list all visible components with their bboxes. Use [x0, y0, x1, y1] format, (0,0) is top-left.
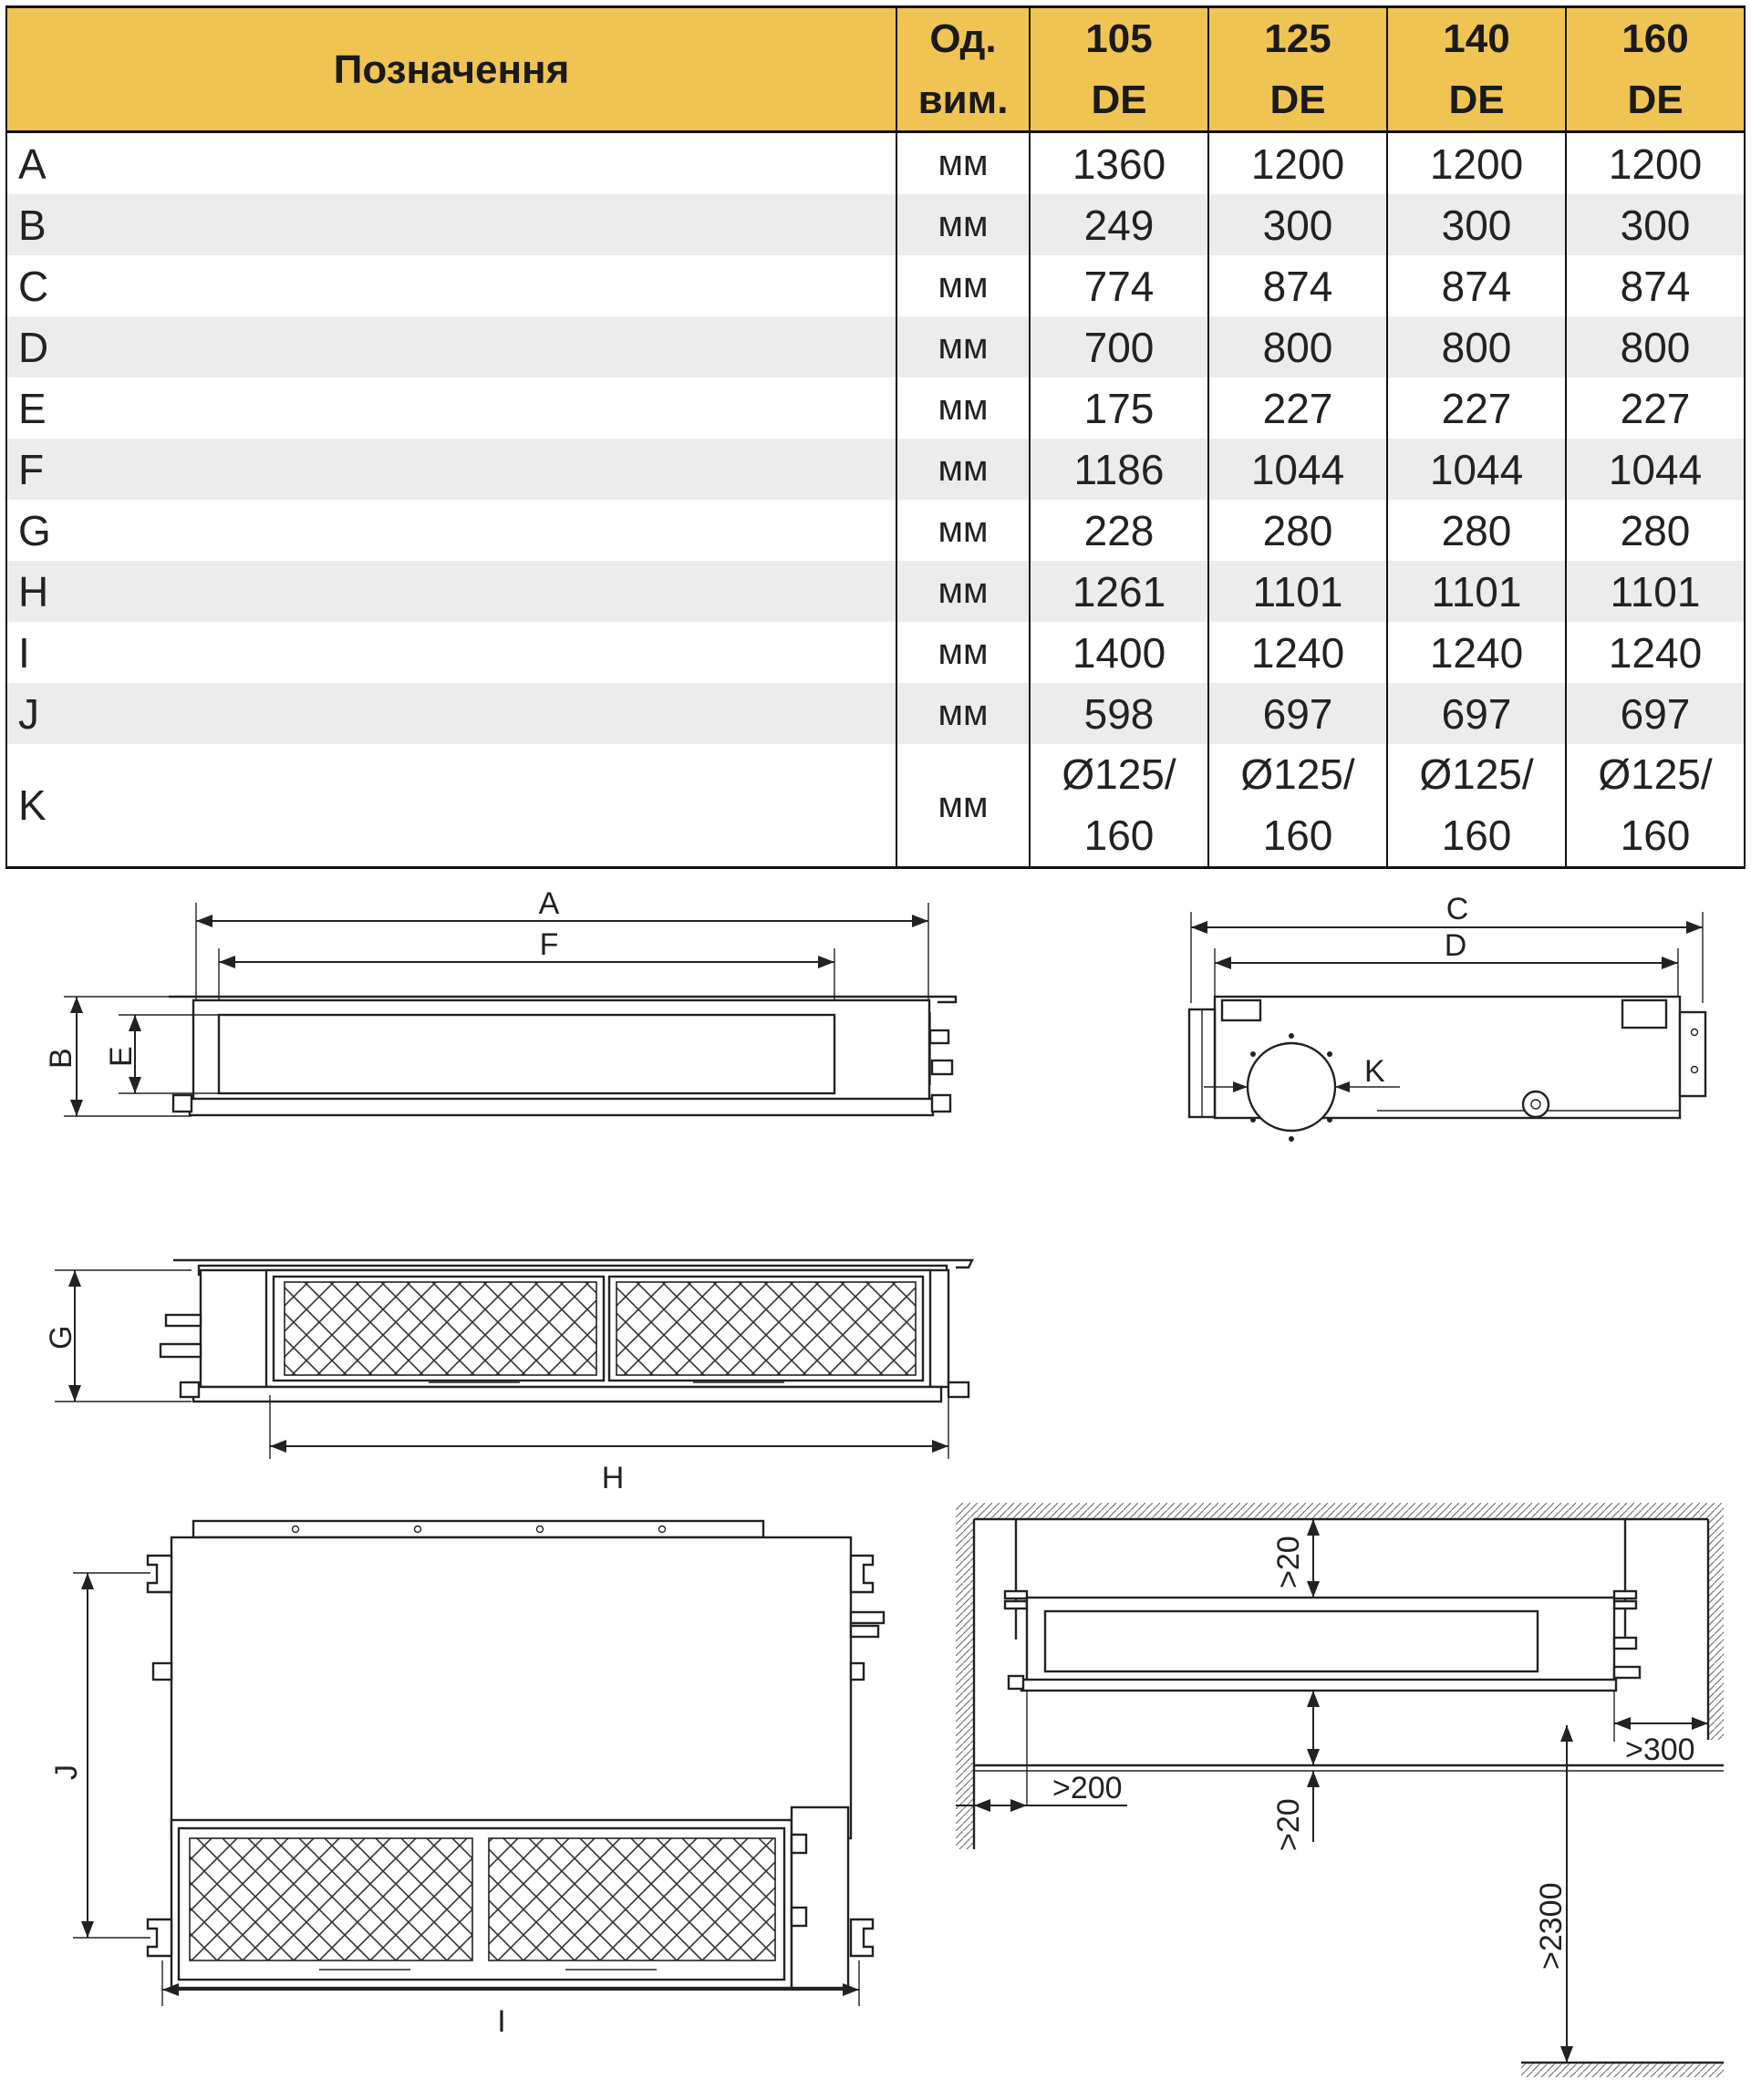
value-cell: 774 — [1030, 255, 1208, 316]
header-unit — [896, 7, 1030, 132]
param-cell: C — [6, 255, 896, 316]
value-cell: 1101 — [1208, 561, 1387, 622]
value-cell: 1186 — [1030, 439, 1208, 500]
value-cell: 280 — [1208, 500, 1387, 561]
unit-cell: мм — [896, 744, 1030, 868]
value-cell: 697 — [1566, 683, 1745, 744]
value-cell: 874 — [1208, 255, 1387, 316]
header-model-line1: 140 — [1443, 16, 1510, 61]
unit-cell: мм — [896, 132, 1030, 195]
header-model-line1: 125 — [1264, 16, 1331, 61]
value-line1: Ø125/ — [1419, 750, 1534, 798]
unit-cell: мм — [896, 378, 1030, 439]
value-cell: 1044 — [1208, 439, 1387, 500]
param-cell: D — [6, 316, 896, 378]
gap-label-bottom: >20 — [1271, 1798, 1306, 1851]
value-cell: 1240 — [1387, 622, 1566, 683]
dim-label-i: I — [497, 2004, 506, 2039]
param-cell: H — [6, 561, 896, 622]
value-cell: 697 — [1387, 683, 1566, 744]
unit-cell: мм — [896, 622, 1030, 683]
value-cell: 280 — [1566, 500, 1745, 561]
unit-cell: мм — [896, 255, 1030, 316]
value-cell: 249 — [1030, 194, 1208, 255]
value-cell: 1240 — [1566, 622, 1745, 683]
table-row — [6, 316, 1745, 378]
value-cell: 1360 — [1030, 132, 1208, 195]
value-cell: 1101 — [1387, 561, 1566, 622]
header-model-line2: DE — [1091, 78, 1147, 122]
value-cell: 1200 — [1566, 132, 1745, 195]
gap-label-top: >20 — [1271, 1536, 1306, 1588]
value-cell: 227 — [1566, 378, 1745, 439]
value-cell: 800 — [1387, 316, 1566, 378]
side-view-drawing — [1189, 892, 1705, 1142]
value-cell: 1261 — [1030, 561, 1208, 622]
value-line2: 160 — [1083, 812, 1155, 859]
table-row — [6, 132, 1745, 195]
header-model-line1: 160 — [1621, 16, 1689, 61]
value-cell: 1400 — [1030, 622, 1208, 683]
technical-drawings — [0, 875, 1751, 2100]
value-cell: 874 — [1387, 255, 1566, 316]
dimensions-table — [5, 5, 1746, 869]
unit-cell: мм — [896, 439, 1030, 500]
value-cell: 1044 — [1387, 439, 1566, 500]
unit-cell: мм — [896, 194, 1030, 255]
gap-label-service: >200 — [1052, 1771, 1123, 1805]
value-cell: 300 — [1208, 194, 1387, 255]
value-cell: 700 — [1030, 316, 1208, 378]
header-unit-line1: Од. — [929, 16, 997, 61]
header-designation: Позначення — [6, 7, 896, 132]
value-cell: 1240 — [1208, 622, 1387, 683]
dim-label-k: K — [1364, 1054, 1385, 1089]
table-row — [6, 439, 1745, 500]
rear-view-drawing — [44, 1260, 972, 1495]
dim-label-c: C — [1445, 892, 1469, 926]
header-unit-line2: вим. — [917, 78, 1009, 122]
value-cell — [1387, 744, 1566, 868]
gap-label-side: >300 — [1625, 1733, 1695, 1767]
value-line1: Ø125/ — [1062, 750, 1176, 798]
value-cell: 227 — [1208, 378, 1387, 439]
param-cell: E — [6, 378, 896, 439]
header-model-140 — [1387, 7, 1566, 132]
installation-drawing — [956, 1503, 1724, 2077]
param-cell: B — [6, 194, 896, 255]
value-cell: 1101 — [1566, 561, 1745, 622]
dim-label-b: B — [44, 1048, 78, 1069]
param-cell: K — [6, 744, 896, 868]
param-cell: G — [6, 500, 896, 561]
dim-label-j: J — [49, 1764, 84, 1780]
unit-cell: мм — [896, 500, 1030, 561]
value-cell: 280 — [1387, 500, 1566, 561]
header-model-line2: DE — [1627, 78, 1684, 122]
dim-label-g: G — [44, 1325, 78, 1350]
value-cell — [1208, 744, 1387, 868]
value-cell: 800 — [1208, 316, 1387, 378]
table-row — [6, 744, 1745, 868]
value-cell: 800 — [1566, 316, 1745, 378]
dim-label-f: F — [539, 927, 559, 962]
dim-label-d: D — [1444, 928, 1467, 963]
value-cell: 598 — [1030, 683, 1208, 744]
table-row — [6, 500, 1745, 561]
value-cell — [1030, 744, 1208, 868]
dim-label-e: E — [104, 1046, 139, 1067]
value-line1: Ø125/ — [1240, 750, 1355, 798]
table-header-row — [6, 7, 1745, 132]
value-line2: 160 — [1441, 812, 1512, 859]
param-cell: J — [6, 683, 896, 744]
table-row — [6, 255, 1745, 316]
value-line2: 160 — [1620, 812, 1691, 859]
header-model-105 — [1030, 7, 1208, 132]
unit-cell: мм — [896, 316, 1030, 378]
value-cell: 300 — [1387, 194, 1566, 255]
value-line2: 160 — [1262, 812, 1333, 859]
table-row — [6, 622, 1745, 683]
value-cell: 874 — [1566, 255, 1745, 316]
param-cell: I — [6, 622, 896, 683]
value-cell: 227 — [1387, 378, 1566, 439]
table-row — [6, 561, 1745, 622]
value-cell: 697 — [1208, 683, 1387, 744]
header-model-line1: 105 — [1085, 16, 1153, 61]
value-cell — [1566, 744, 1745, 868]
top-view-drawing — [49, 1521, 884, 2039]
unit-cell: мм — [896, 683, 1030, 744]
table-row — [6, 683, 1745, 744]
value-cell: 175 — [1030, 378, 1208, 439]
header-model-125 — [1208, 7, 1387, 132]
unit-cell: мм — [896, 561, 1030, 622]
value-line1: Ø125/ — [1598, 750, 1713, 798]
header-model-160 — [1566, 7, 1745, 132]
header-model-line2: DE — [1448, 78, 1505, 122]
table-body — [6, 132, 1745, 868]
param-cell: A — [6, 132, 896, 195]
height-label-floor: >2300 — [1534, 1882, 1569, 1970]
value-cell: 1200 — [1387, 132, 1566, 195]
header-model-line2: DE — [1269, 78, 1326, 122]
value-cell: 1044 — [1566, 439, 1745, 500]
front-view-drawing — [44, 886, 956, 1116]
value-cell: 228 — [1030, 500, 1208, 561]
dim-label-h: H — [601, 1461, 625, 1495]
param-cell: F — [6, 439, 896, 500]
value-cell: 300 — [1566, 194, 1745, 255]
dim-label-a: A — [538, 886, 560, 921]
value-cell: 1200 — [1208, 132, 1387, 195]
table-row — [6, 378, 1745, 439]
table-row — [6, 194, 1745, 255]
